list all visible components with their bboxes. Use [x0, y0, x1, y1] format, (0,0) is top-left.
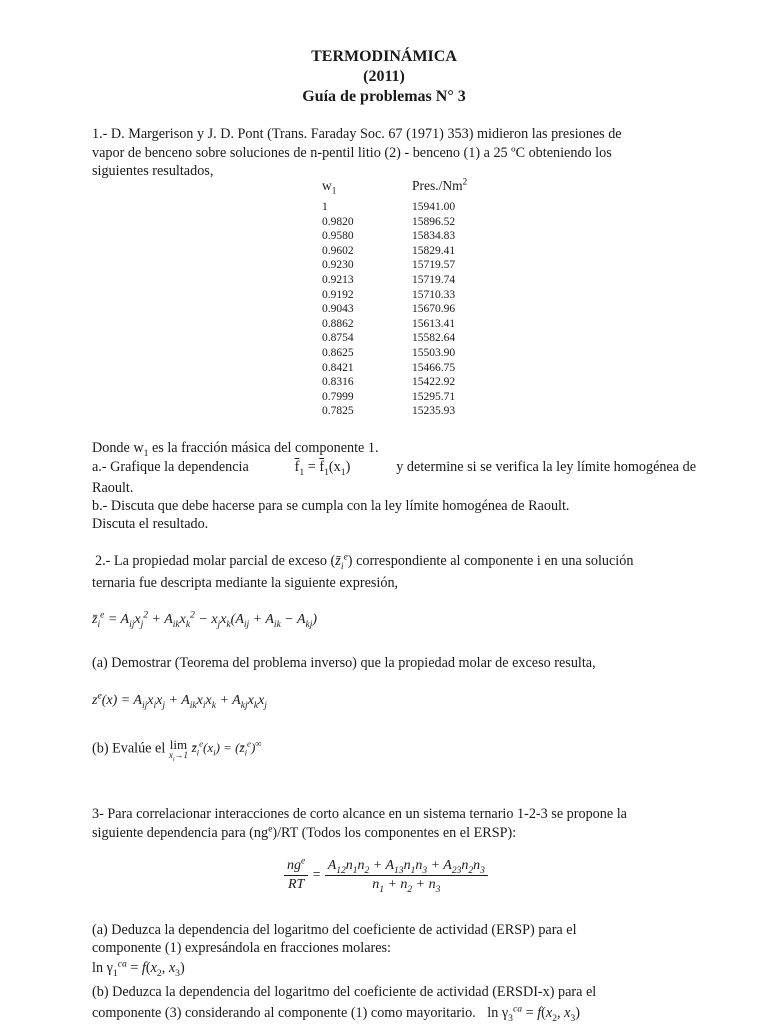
- cell-w1: 0.9580: [322, 230, 354, 243]
- cell-pressure: 15670.96: [412, 303, 456, 316]
- dependency-formula: $\overline{f}_1 = \overline{f}_1(x_1)$: [294, 459, 351, 478]
- cell-w1: 0.9213: [322, 273, 354, 286]
- cell-pressure: 15503.90: [412, 346, 456, 359]
- table-row: [322, 317, 467, 332]
- problem3-part-a2: componente (1) expresándola en fracciones molares:: [92, 940, 391, 956]
- cell-pressure: 15896.52: [412, 215, 456, 228]
- problem2-part-a: (a) Demostrar (Teorema del problema inverso) que la propiedad molar de exceso resulta,: [92, 655, 596, 671]
- cell-pressure: 15582.64: [412, 332, 456, 345]
- table-row: [322, 346, 467, 361]
- problem3-part-b2: componente (3) considerando al componente (1) como mayoritario. $\ln \gamma_3^{ca} = f(x_2$, $x_3$): [92, 1003, 580, 1024]
- cell-pressure: 15719.57: [412, 259, 456, 272]
- table-row: [322, 375, 467, 390]
- cell-w1: 0.8421: [322, 361, 354, 374]
- cell-w1: 0.7999: [322, 390, 354, 403]
- problem1-where: Donde $w_1$ es la fracción másica del componente 1.: [92, 440, 379, 459]
- problem1-part-a-line2: Raoult.: [92, 480, 134, 496]
- problem3-line2: siguiente dependencia para $(ng^e)/RT$ (Todos los componentes en el ERSP):: [92, 823, 517, 841]
- document-year: (2011): [363, 68, 405, 85]
- vapor-pressure-table: [322, 178, 467, 419]
- table-row: [322, 390, 467, 405]
- problem1-part-b: b.- Discuta que debe hacerse para se cumpla con la ley límite homogénea de Raoult.: [92, 498, 570, 514]
- cell-w1: 0.9602: [322, 244, 354, 257]
- cell-pressure: 15710.33: [412, 288, 456, 301]
- cell-pressure: 15235.93: [412, 405, 456, 418]
- problem1-line1: 1.- D. Margerison y J. D. Pont (Trans. Faraday Soc. 67 (1971) 353) midieron las presiones de: [92, 126, 622, 142]
- table-row: [322, 215, 467, 230]
- cell-w1: 1: [322, 201, 328, 213]
- cell-w1: 0.7825: [322, 405, 354, 418]
- table-row: [322, 288, 467, 303]
- part-a-text-end: y determine si se verifica la ley límite homogénea de: [396, 459, 696, 475]
- limit-expression: lim $x_i\to 1$: [168, 737, 189, 763]
- table-row: [322, 200, 467, 215]
- cell-pressure: 15466.75: [412, 361, 456, 374]
- table-header-w1: $w_1$: [322, 178, 337, 196]
- problem1-line3: siguientes resultados,: [92, 163, 214, 179]
- problem3-part-a1: (a) Deduzca la dependencia del logaritmo del coeficiente de actividad (ERSP) para el: [92, 922, 577, 938]
- table-header-row: [322, 178, 467, 200]
- cell-w1: 0.9820: [322, 215, 354, 228]
- table-row: [322, 229, 467, 244]
- equation-partial-excess: $z̄_i^e = A_{ij}x_j^2 + A_{ik}x_k^2 - x_jx_k(A_{ij} + A_{ik} - A_{kj})$: [92, 610, 318, 630]
- equation-gibbs-excess: $\frac{ng^e}{RT}$ = $\frac{A_{12}n_1n_2 + A_{13}n_1n_3 + A_{23}n_2n_3}{n_1 + n_2 + n_3}$: [284, 858, 488, 893]
- problem2-line2: ternaria fue descripta mediante la siguiente expresión,: [92, 575, 399, 591]
- cell-pressure: 15613.41: [412, 317, 456, 330]
- problem1-discuss: Discuta el resultado.: [92, 516, 209, 532]
- cell-w1: 0.9043: [322, 303, 354, 316]
- cell-w1: 0.9230: [322, 259, 354, 272]
- problem3-line1: 3- Para correlacionar interacciones de corto alcance en un sistema ternario 1-2-3 se propone la: [92, 806, 627, 822]
- cell-w1: 0.8754: [322, 332, 354, 345]
- problem1-line2: vapor de benceno sobre soluciones de n-pentil litio (2) - benceno (1) a 25 ºC obteniendo los: [92, 145, 612, 161]
- table-row: [322, 331, 467, 346]
- part-a-text: a.- Grafique la dependencia: [92, 459, 249, 475]
- problem3-part-b1: (b) Deduzca la dependencia del logaritmo del coeficiente de actividad (ERSDI-x) para el: [92, 984, 597, 1000]
- cell-pressure: 15941.00: [412, 201, 456, 213]
- table-row: [322, 302, 467, 317]
- excess-partial-symbol: $z̄_i^e$: [335, 551, 348, 572]
- cell-pressure: 15834.83: [412, 230, 456, 243]
- table-row: [322, 273, 467, 288]
- table-row: [322, 258, 467, 273]
- equation-molar-excess: $z^e(x) = A_{ij}x_ix_j + A_{ik}x_ix_k + A_{kj}x_kx_j$: [92, 691, 267, 711]
- cell-w1: 0.9192: [322, 288, 354, 301]
- table-row: [322, 404, 467, 419]
- problem2-line1: 2.- La propiedad molar parcial de exceso $(z̄_i^e)$ correspondiente al componente i en una solución: [95, 551, 634, 572]
- cell-pressure: 15295.71: [412, 390, 456, 403]
- cell-pressure: 15422.92: [412, 376, 456, 389]
- equation-ln-gamma3: $\ln \gamma_3^{ca} = f(x_2$, $x_3$): [487, 1003, 580, 1024]
- cell-w1: 0.8316: [322, 376, 354, 389]
- table-row: [322, 244, 467, 259]
- document-subtitle: Guía de problemas N° 3: [302, 88, 466, 105]
- cell-pressure: 15719.74: [412, 273, 456, 286]
- cell-pressure: 15829.41: [412, 244, 456, 257]
- equation-ln-gamma1: $\ln \gamma_1^{ca} = f(x_2$, $x_3$): [92, 958, 185, 979]
- cell-w1: 0.8862: [322, 317, 354, 330]
- table-body: [322, 200, 467, 419]
- cell-w1: 0.8625: [322, 346, 354, 359]
- problem2-part-b: (b) Evalúe el lim $x_i\to 1$ $z̄_i^e(x_i)$ = $(z̄_i^e)^\infty$: [92, 737, 262, 763]
- document-title: TERMODINÁMICA: [311, 48, 457, 65]
- problem1-part-a: [92, 459, 696, 476]
- table-header-pressure: Pres./Nm$^2$: [412, 176, 468, 193]
- table-row: [322, 361, 467, 376]
